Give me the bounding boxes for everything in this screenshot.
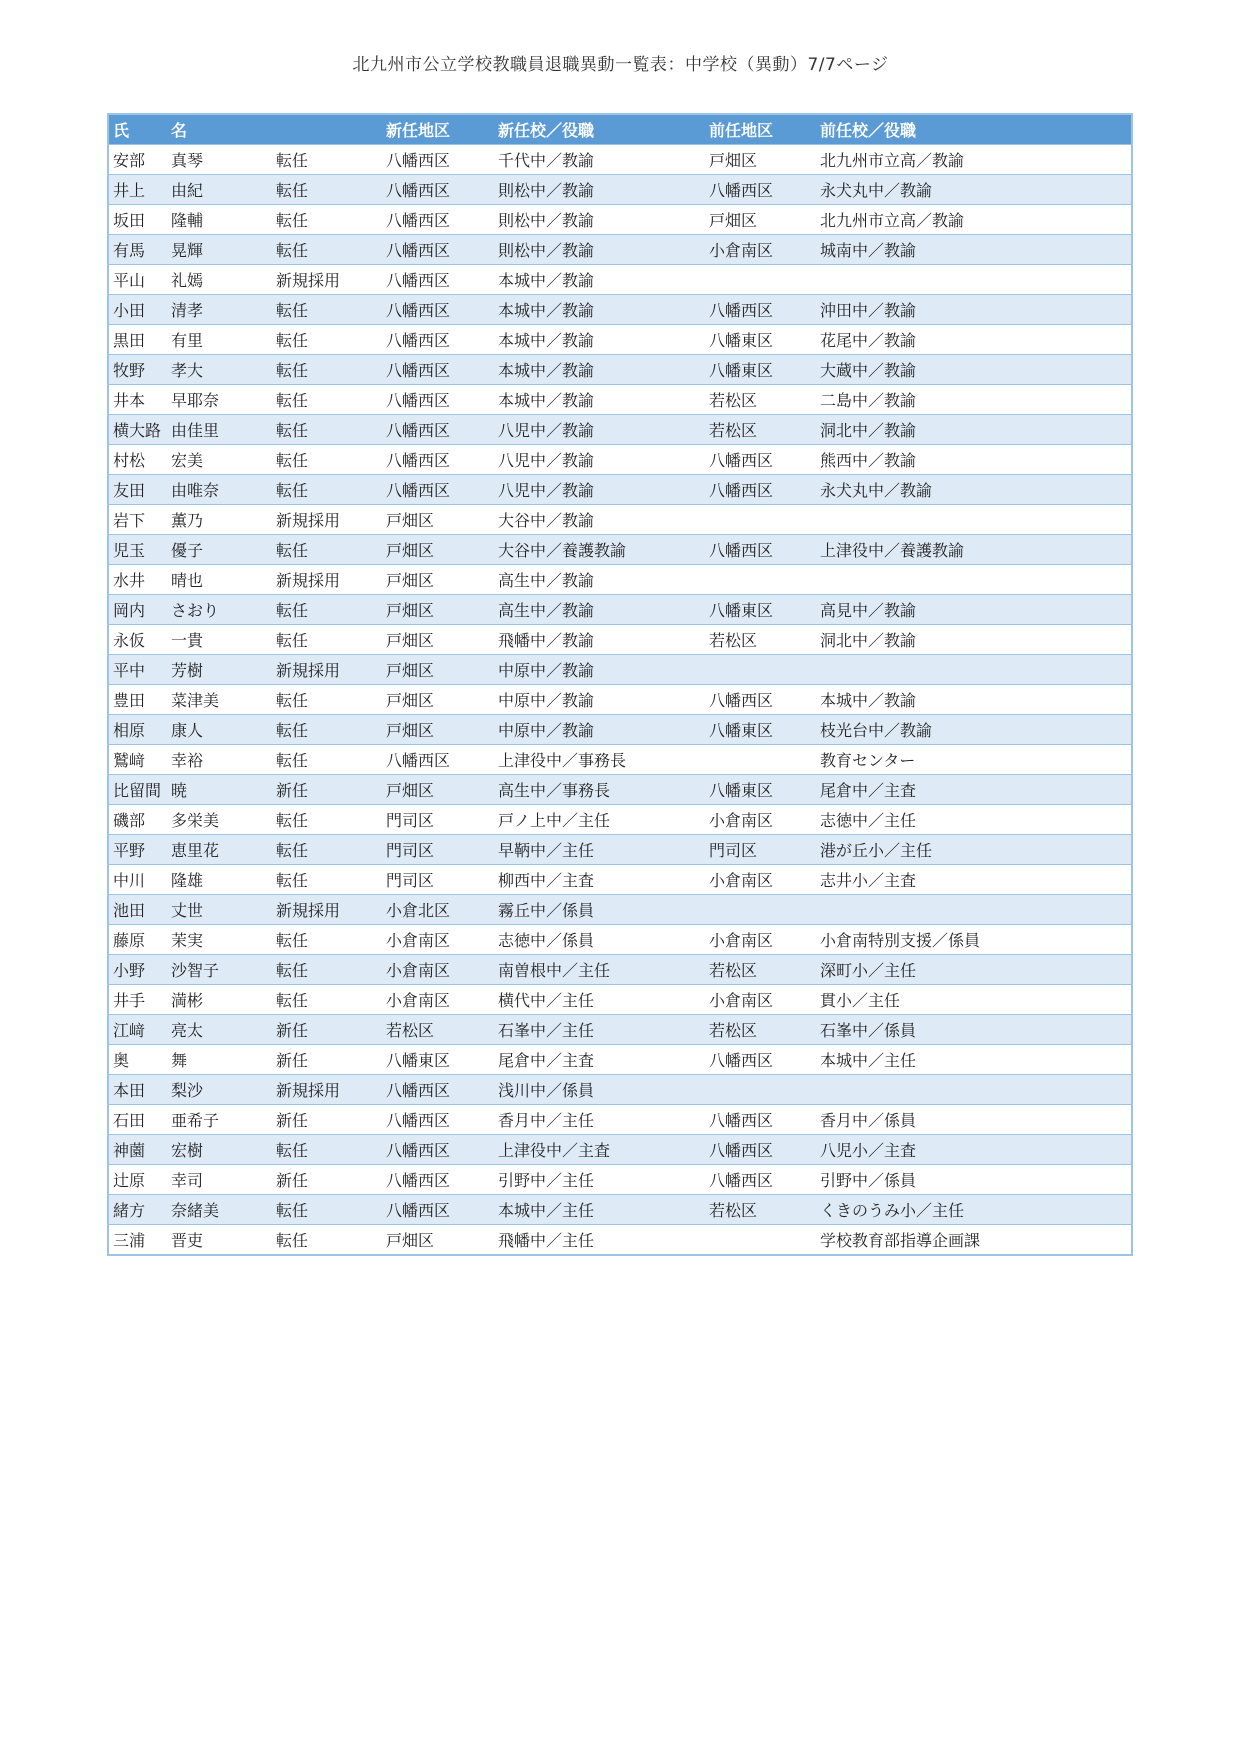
cell-given-name: 礼嫣 bbox=[171, 271, 204, 290]
cell-new-school: 飛幡中／主任 bbox=[498, 1231, 595, 1250]
cell-new-school: 香月中／主任 bbox=[498, 1111, 595, 1130]
cell-type: 新任 bbox=[276, 781, 309, 800]
header-given-name: 名 bbox=[171, 121, 188, 140]
cell-type: 転任 bbox=[276, 721, 309, 740]
cell-given-name: 梨沙 bbox=[171, 1081, 204, 1100]
cell-surname: 児玉 bbox=[113, 541, 146, 560]
cell-new-area: 小倉南区 bbox=[386, 991, 451, 1010]
header-new-school: 新任校／役職 bbox=[498, 121, 595, 140]
cell-new-area: 戸畑区 bbox=[386, 571, 435, 590]
cell-type: 転任 bbox=[276, 481, 309, 500]
table-row bbox=[109, 714, 1131, 744]
table-row bbox=[109, 264, 1131, 294]
table-row bbox=[109, 594, 1131, 624]
cell-new-school: 霧丘中／係員 bbox=[498, 901, 595, 920]
table-row bbox=[109, 1104, 1131, 1134]
cell-new-school: 石峯中／主任 bbox=[498, 1021, 595, 1040]
cell-surname: 磯部 bbox=[113, 811, 146, 830]
table-row bbox=[109, 1194, 1131, 1224]
table-row bbox=[109, 804, 1131, 834]
cell-type: 転任 bbox=[276, 991, 309, 1010]
cell-prev-area: 戸畑区 bbox=[709, 151, 758, 170]
cell-new-school: 飛幡中／教諭 bbox=[498, 631, 595, 650]
cell-new-school: 早鞆中／主任 bbox=[498, 841, 595, 860]
cell-prev-area: 八幡西区 bbox=[709, 1051, 774, 1070]
cell-type: 転任 bbox=[276, 931, 309, 950]
cell-new-school: 上津役中／事務長 bbox=[498, 751, 627, 770]
cell-prev-school: 北九州市立高／教諭 bbox=[820, 151, 965, 170]
cell-given-name: 菜津美 bbox=[171, 691, 220, 710]
cell-type: 新任 bbox=[276, 1111, 309, 1130]
cell-given-name: 満彬 bbox=[171, 991, 204, 1010]
cell-prev-school: 花尾中／教諭 bbox=[820, 331, 917, 350]
header-prev-area: 前任地区 bbox=[709, 121, 774, 140]
cell-new-area: 門司区 bbox=[386, 841, 435, 860]
cell-given-name: 沙智子 bbox=[171, 961, 220, 980]
cell-new-school: 八児中／教諭 bbox=[498, 481, 595, 500]
cell-type: 転任 bbox=[276, 421, 309, 440]
cell-type: 新規採用 bbox=[276, 1081, 341, 1100]
table-row bbox=[109, 1164, 1131, 1194]
cell-given-name: 由唯奈 bbox=[171, 481, 220, 500]
cell-given-name: 宏樹 bbox=[171, 1141, 204, 1160]
cell-new-school: 本城中／教諭 bbox=[498, 301, 595, 320]
cell-surname: 安部 bbox=[113, 151, 146, 170]
table-row bbox=[109, 864, 1131, 894]
cell-surname: 辻原 bbox=[113, 1171, 146, 1190]
cell-given-name: 隆輔 bbox=[171, 211, 204, 230]
table-row bbox=[109, 1074, 1131, 1104]
cell-prev-school: 永犬丸中／教諭 bbox=[820, 181, 933, 200]
cell-surname: 奥 bbox=[113, 1051, 130, 1070]
cell-new-area: 八幡東区 bbox=[386, 1051, 451, 1070]
cell-surname: 岩下 bbox=[113, 511, 146, 530]
cell-surname: 横大路 bbox=[113, 421, 162, 440]
cell-prev-area: 若松区 bbox=[709, 1201, 758, 1220]
cell-new-area: 戸畑区 bbox=[386, 691, 435, 710]
cell-new-area: 門司区 bbox=[386, 811, 435, 830]
cell-type: 転任 bbox=[276, 691, 309, 710]
cell-prev-area: 若松区 bbox=[709, 421, 758, 440]
table-row bbox=[109, 654, 1131, 684]
cell-new-area: 戸畑区 bbox=[386, 661, 435, 680]
cell-new-area: 八幡西区 bbox=[386, 211, 451, 230]
cell-new-area: 八幡西区 bbox=[386, 361, 451, 380]
cell-prev-school: 洞北中／教諭 bbox=[820, 421, 917, 440]
cell-prev-area: 八幡東区 bbox=[709, 601, 774, 620]
cell-new-school: 中原中／教諭 bbox=[498, 721, 595, 740]
cell-surname: 水井 bbox=[113, 571, 146, 590]
cell-new-area: 戸畑区 bbox=[386, 781, 435, 800]
cell-given-name: 舞 bbox=[171, 1051, 188, 1070]
cell-given-name: 恵里花 bbox=[171, 841, 220, 860]
cell-new-school: 尾倉中／主査 bbox=[498, 1051, 595, 1070]
cell-prev-area: 八幡西区 bbox=[709, 451, 774, 470]
cell-prev-school: 本城中／教諭 bbox=[820, 691, 917, 710]
cell-given-name: 暁 bbox=[171, 781, 188, 800]
cell-prev-school: 永犬丸中／教諭 bbox=[820, 481, 933, 500]
table-row bbox=[109, 984, 1131, 1014]
table-row bbox=[109, 1134, 1131, 1164]
cell-type: 転任 bbox=[276, 301, 309, 320]
table-row bbox=[109, 444, 1131, 474]
cell-prev-school: 志井小／主査 bbox=[820, 871, 917, 890]
cell-new-area: 門司区 bbox=[386, 871, 435, 890]
cell-prev-school: 深町小／主任 bbox=[820, 961, 917, 980]
cell-surname: 友田 bbox=[113, 481, 146, 500]
cell-given-name: 亜希子 bbox=[171, 1111, 220, 1130]
table-row bbox=[109, 954, 1131, 984]
cell-prev-school: 志徳中／主任 bbox=[820, 811, 917, 830]
cell-prev-school: 八児小／主査 bbox=[820, 1141, 917, 1160]
table-row bbox=[109, 1044, 1131, 1074]
cell-prev-area: 若松区 bbox=[709, 391, 758, 410]
cell-prev-school: 本城中／主任 bbox=[820, 1051, 917, 1070]
cell-prev-area: 小倉南区 bbox=[709, 811, 774, 830]
cell-given-name: 芳樹 bbox=[171, 661, 204, 680]
table-row bbox=[109, 504, 1131, 534]
cell-prev-school: くきのうみ小／主任 bbox=[820, 1201, 965, 1220]
table-header bbox=[109, 115, 1131, 144]
cell-prev-school: 引野中／係員 bbox=[820, 1171, 917, 1190]
cell-type: 転任 bbox=[276, 211, 309, 230]
cell-surname: 本田 bbox=[113, 1081, 146, 1100]
cell-prev-school: 沖田中／教諭 bbox=[820, 301, 917, 320]
cell-new-school: 本城中／教諭 bbox=[498, 331, 595, 350]
cell-prev-area: 小倉南区 bbox=[709, 931, 774, 950]
cell-surname: 坂田 bbox=[113, 211, 146, 230]
cell-new-school: 横代中／主任 bbox=[498, 991, 595, 1010]
cell-type: 転任 bbox=[276, 961, 309, 980]
cell-type: 転任 bbox=[276, 151, 309, 170]
cell-new-area: 小倉北区 bbox=[386, 901, 451, 920]
cell-surname: 江﨑 bbox=[113, 1021, 146, 1040]
cell-surname: 平野 bbox=[113, 841, 146, 860]
cell-new-area: 八幡西区 bbox=[386, 751, 451, 770]
cell-new-school: 上津役中／主査 bbox=[498, 1141, 611, 1160]
table-row bbox=[109, 564, 1131, 594]
cell-new-area: 八幡西区 bbox=[386, 1141, 451, 1160]
cell-surname: 藤原 bbox=[113, 931, 146, 950]
table-row bbox=[109, 1014, 1131, 1044]
cell-given-name: 由紀 bbox=[171, 181, 204, 200]
cell-surname: 牧野 bbox=[113, 361, 146, 380]
cell-prev-area: 八幡東区 bbox=[709, 361, 774, 380]
cell-type: 転任 bbox=[276, 871, 309, 890]
cell-surname: 相原 bbox=[113, 721, 146, 740]
cell-prev-school: 二島中／教諭 bbox=[820, 391, 917, 410]
cell-new-school: 高生中／教諭 bbox=[498, 601, 595, 620]
cell-prev-school: 熊西中／教諭 bbox=[820, 451, 917, 470]
cell-prev-area: 門司区 bbox=[709, 841, 758, 860]
cell-prev-area: 八幡東区 bbox=[709, 721, 774, 740]
cell-prev-school: 香月中／係員 bbox=[820, 1111, 917, 1130]
cell-surname: 村松 bbox=[113, 451, 146, 470]
cell-new-school: 引野中／主任 bbox=[498, 1171, 595, 1190]
cell-given-name: 薫乃 bbox=[171, 511, 204, 530]
header-surname: 氏 bbox=[113, 121, 130, 140]
cell-new-area: 小倉南区 bbox=[386, 931, 451, 950]
cell-type: 転任 bbox=[276, 841, 309, 860]
cell-prev-school: 枝光台中／教諭 bbox=[820, 721, 933, 740]
cell-surname: 豊田 bbox=[113, 691, 146, 710]
cell-given-name: 真琴 bbox=[171, 151, 204, 170]
cell-new-area: 八幡西区 bbox=[386, 391, 451, 410]
cell-new-area: 八幡西区 bbox=[386, 421, 451, 440]
cell-surname: 井手 bbox=[113, 991, 146, 1010]
cell-prev-area: 小倉南区 bbox=[709, 991, 774, 1010]
cell-new-school: 浅川中／係員 bbox=[498, 1081, 595, 1100]
cell-type: 転任 bbox=[276, 391, 309, 410]
cell-type: 新規採用 bbox=[276, 571, 341, 590]
cell-prev-area: 戸畑区 bbox=[709, 211, 758, 230]
cell-prev-school: 小倉南特別支援／係員 bbox=[820, 931, 981, 950]
cell-surname: 永仮 bbox=[113, 631, 146, 650]
table-row bbox=[109, 924, 1131, 954]
table-row bbox=[109, 384, 1131, 414]
table-row bbox=[109, 624, 1131, 654]
cell-prev-school: 教育センター bbox=[820, 751, 916, 770]
cell-surname: 鷲﨑 bbox=[113, 751, 146, 770]
cell-given-name: 奈緒美 bbox=[171, 1201, 220, 1220]
table-row bbox=[109, 894, 1131, 924]
table-row bbox=[109, 324, 1131, 354]
cell-type: 転任 bbox=[276, 331, 309, 350]
cell-new-school: 則松中／教諭 bbox=[498, 181, 595, 200]
table-row bbox=[109, 834, 1131, 864]
cell-new-area: 八幡西区 bbox=[386, 1171, 451, 1190]
cell-new-area: 戸畑区 bbox=[386, 1231, 435, 1250]
cell-type: 転任 bbox=[276, 1231, 309, 1250]
table-row bbox=[109, 174, 1131, 204]
cell-type: 転任 bbox=[276, 631, 309, 650]
cell-new-area: 若松区 bbox=[386, 1021, 435, 1040]
cell-type: 転任 bbox=[276, 811, 309, 830]
cell-prev-area: 八幡東区 bbox=[709, 331, 774, 350]
cell-new-school: 中原中／教諭 bbox=[498, 691, 595, 710]
cell-surname: 中川 bbox=[113, 871, 146, 890]
cell-surname: 井上 bbox=[113, 181, 146, 200]
cell-new-school: 大谷中／養護教諭 bbox=[498, 541, 627, 560]
cell-new-school: 大谷中／教諭 bbox=[498, 511, 595, 530]
cell-new-area: 戸畑区 bbox=[386, 631, 435, 650]
cell-new-school: 八児中／教諭 bbox=[498, 451, 595, 470]
cell-prev-school: 洞北中／教諭 bbox=[820, 631, 917, 650]
cell-given-name: 幸裕 bbox=[171, 751, 204, 770]
cell-prev-area: 小倉南区 bbox=[709, 241, 774, 260]
cell-given-name: さおり bbox=[171, 601, 220, 620]
table-row bbox=[109, 294, 1131, 324]
cell-type: 新任 bbox=[276, 1171, 309, 1190]
cell-new-school: 戸ノ上中／主任 bbox=[498, 811, 611, 830]
cell-given-name: 隆雄 bbox=[171, 871, 204, 890]
cell-surname: 石田 bbox=[113, 1111, 146, 1130]
cell-new-area: 八幡西区 bbox=[386, 151, 451, 170]
cell-prev-school: 上津役中／養護教諭 bbox=[820, 541, 965, 560]
cell-surname: 平中 bbox=[113, 661, 146, 680]
cell-new-area: 八幡西区 bbox=[386, 1111, 451, 1130]
cell-given-name: 康人 bbox=[171, 721, 204, 740]
cell-new-area: 八幡西区 bbox=[386, 331, 451, 350]
cell-given-name: 幸司 bbox=[171, 1171, 204, 1190]
cell-prev-school: 尾倉中／主査 bbox=[820, 781, 917, 800]
cell-prev-area: 八幡西区 bbox=[709, 691, 774, 710]
cell-surname: 小野 bbox=[113, 961, 146, 980]
cell-given-name: 晴也 bbox=[171, 571, 204, 590]
cell-new-school: 本城中／主任 bbox=[498, 1201, 595, 1220]
header-new-area: 新任地区 bbox=[386, 121, 451, 140]
cell-new-school: 中原中／教諭 bbox=[498, 661, 595, 680]
cell-type: 転任 bbox=[276, 1141, 309, 1160]
table-row bbox=[109, 534, 1131, 564]
table-row bbox=[109, 684, 1131, 714]
cell-new-area: 小倉南区 bbox=[386, 961, 451, 980]
cell-new-school: 則松中／教諭 bbox=[498, 241, 595, 260]
cell-new-school: 本城中／教諭 bbox=[498, 391, 595, 410]
page-title: 北九州市公立学校教職員退職異動一覧表：中学校（異動）7/7ページ bbox=[352, 55, 889, 75]
cell-type: 新規採用 bbox=[276, 901, 341, 920]
cell-prev-area: 八幡西区 bbox=[709, 1141, 774, 1160]
cell-prev-area: 八幡西区 bbox=[709, 1111, 774, 1130]
cell-surname: 池田 bbox=[113, 901, 146, 920]
cell-prev-school: 学校教育部指導企画課 bbox=[820, 1231, 981, 1250]
cell-new-school: 志徳中／係員 bbox=[498, 931, 595, 950]
cell-given-name: 多栄美 bbox=[171, 811, 220, 830]
cell-new-school: 高生中／教諭 bbox=[498, 571, 595, 590]
cell-new-area: 八幡西区 bbox=[386, 1081, 451, 1100]
cell-given-name: 宏美 bbox=[171, 451, 204, 470]
table-row bbox=[109, 144, 1131, 174]
cell-given-name: 有里 bbox=[171, 331, 204, 350]
cell-new-area: 戸畑区 bbox=[386, 541, 435, 560]
cell-surname: 平山 bbox=[113, 271, 146, 290]
cell-surname: 有馬 bbox=[113, 241, 146, 260]
table-row bbox=[109, 204, 1131, 234]
table-row bbox=[109, 414, 1131, 444]
cell-type: 転任 bbox=[276, 241, 309, 260]
cell-surname: 緒方 bbox=[113, 1201, 146, 1220]
cell-prev-school: 高見中／教諭 bbox=[820, 601, 917, 620]
cell-prev-area: 若松区 bbox=[709, 631, 758, 650]
cell-type: 転任 bbox=[276, 751, 309, 770]
cell-prev-area: 八幡東区 bbox=[709, 781, 774, 800]
cell-type: 転任 bbox=[276, 1201, 309, 1220]
cell-type: 新規採用 bbox=[276, 271, 341, 290]
cell-new-area: 戸畑区 bbox=[386, 601, 435, 620]
cell-type: 転任 bbox=[276, 361, 309, 380]
table-row bbox=[109, 474, 1131, 504]
cell-given-name: 晋吏 bbox=[171, 1231, 204, 1250]
table-row bbox=[109, 774, 1131, 804]
cell-new-area: 八幡西区 bbox=[386, 451, 451, 470]
cell-surname: 小田 bbox=[113, 301, 146, 320]
cell-type: 転任 bbox=[276, 601, 309, 620]
cell-type: 転任 bbox=[276, 451, 309, 470]
cell-prev-school: 貫小／主任 bbox=[820, 991, 901, 1010]
cell-given-name: 由佳里 bbox=[171, 421, 220, 440]
cell-given-name: 茉実 bbox=[171, 931, 204, 950]
cell-prev-school: 石峯中／係員 bbox=[820, 1021, 917, 1040]
cell-prev-school: 大蔵中／教諭 bbox=[820, 361, 917, 380]
cell-given-name: 優子 bbox=[171, 541, 204, 560]
cell-prev-area: 八幡西区 bbox=[709, 481, 774, 500]
cell-new-area: 八幡西区 bbox=[386, 301, 451, 320]
cell-type: 転任 bbox=[276, 181, 309, 200]
table-row bbox=[109, 1224, 1131, 1254]
cell-given-name: 晃輝 bbox=[171, 241, 204, 260]
cell-new-area: 八幡西区 bbox=[386, 181, 451, 200]
cell-surname: 岡内 bbox=[113, 601, 146, 620]
cell-new-area: 戸畑区 bbox=[386, 511, 435, 530]
table-row bbox=[109, 234, 1131, 264]
cell-surname: 三浦 bbox=[113, 1231, 146, 1250]
cell-type: 新任 bbox=[276, 1051, 309, 1070]
table-row bbox=[109, 744, 1131, 774]
cell-new-area: 八幡西区 bbox=[386, 1201, 451, 1220]
cell-new-school: 本城中／教諭 bbox=[498, 271, 595, 290]
cell-new-area: 八幡西区 bbox=[386, 241, 451, 260]
header-prev-school: 前任校／役職 bbox=[820, 121, 917, 140]
cell-given-name: 清孝 bbox=[171, 301, 204, 320]
cell-prev-school: 港が丘小／主任 bbox=[820, 841, 933, 860]
cell-given-name: 早耶奈 bbox=[171, 391, 220, 410]
cell-type: 新規採用 bbox=[276, 511, 341, 530]
cell-given-name: 一貴 bbox=[171, 631, 204, 650]
cell-type: 新任 bbox=[276, 1021, 309, 1040]
cell-prev-area: 八幡西区 bbox=[709, 1171, 774, 1190]
cell-new-school: 八児中／教諭 bbox=[498, 421, 595, 440]
cell-prev-area: 八幡西区 bbox=[709, 541, 774, 560]
cell-surname: 比留間 bbox=[113, 781, 162, 800]
cell-prev-area: 八幡西区 bbox=[709, 181, 774, 200]
cell-given-name: 丈世 bbox=[171, 901, 204, 920]
table-body bbox=[109, 144, 1131, 1254]
cell-new-area: 八幡西区 bbox=[386, 271, 451, 290]
cell-prev-area: 若松区 bbox=[709, 1021, 758, 1040]
cell-given-name: 孝大 bbox=[171, 361, 204, 380]
cell-new-school: 則松中／教諭 bbox=[498, 211, 595, 230]
cell-prev-area: 八幡西区 bbox=[709, 301, 774, 320]
cell-new-school: 千代中／教諭 bbox=[498, 151, 595, 170]
cell-prev-school: 北九州市立高／教諭 bbox=[820, 211, 965, 230]
cell-prev-area: 小倉南区 bbox=[709, 871, 774, 890]
cell-given-name: 亮太 bbox=[171, 1021, 204, 1040]
table-row bbox=[109, 354, 1131, 384]
cell-new-school: 柳西中／主査 bbox=[498, 871, 595, 890]
cell-new-school: 本城中／教諭 bbox=[498, 361, 595, 380]
cell-new-area: 戸畑区 bbox=[386, 721, 435, 740]
cell-surname: 黒田 bbox=[113, 331, 146, 350]
cell-type: 新規採用 bbox=[276, 661, 341, 680]
cell-type: 転任 bbox=[276, 541, 309, 560]
cell-new-school: 南曽根中／主任 bbox=[498, 961, 611, 980]
cell-surname: 神薗 bbox=[113, 1141, 146, 1160]
cell-new-area: 八幡西区 bbox=[386, 481, 451, 500]
cell-prev-area: 若松区 bbox=[709, 961, 758, 980]
cell-new-school: 高生中／事務長 bbox=[498, 781, 611, 800]
cell-surname: 井本 bbox=[113, 391, 146, 410]
cell-prev-school: 城南中／教諭 bbox=[820, 241, 917, 260]
personnel-table bbox=[107, 113, 1133, 1256]
